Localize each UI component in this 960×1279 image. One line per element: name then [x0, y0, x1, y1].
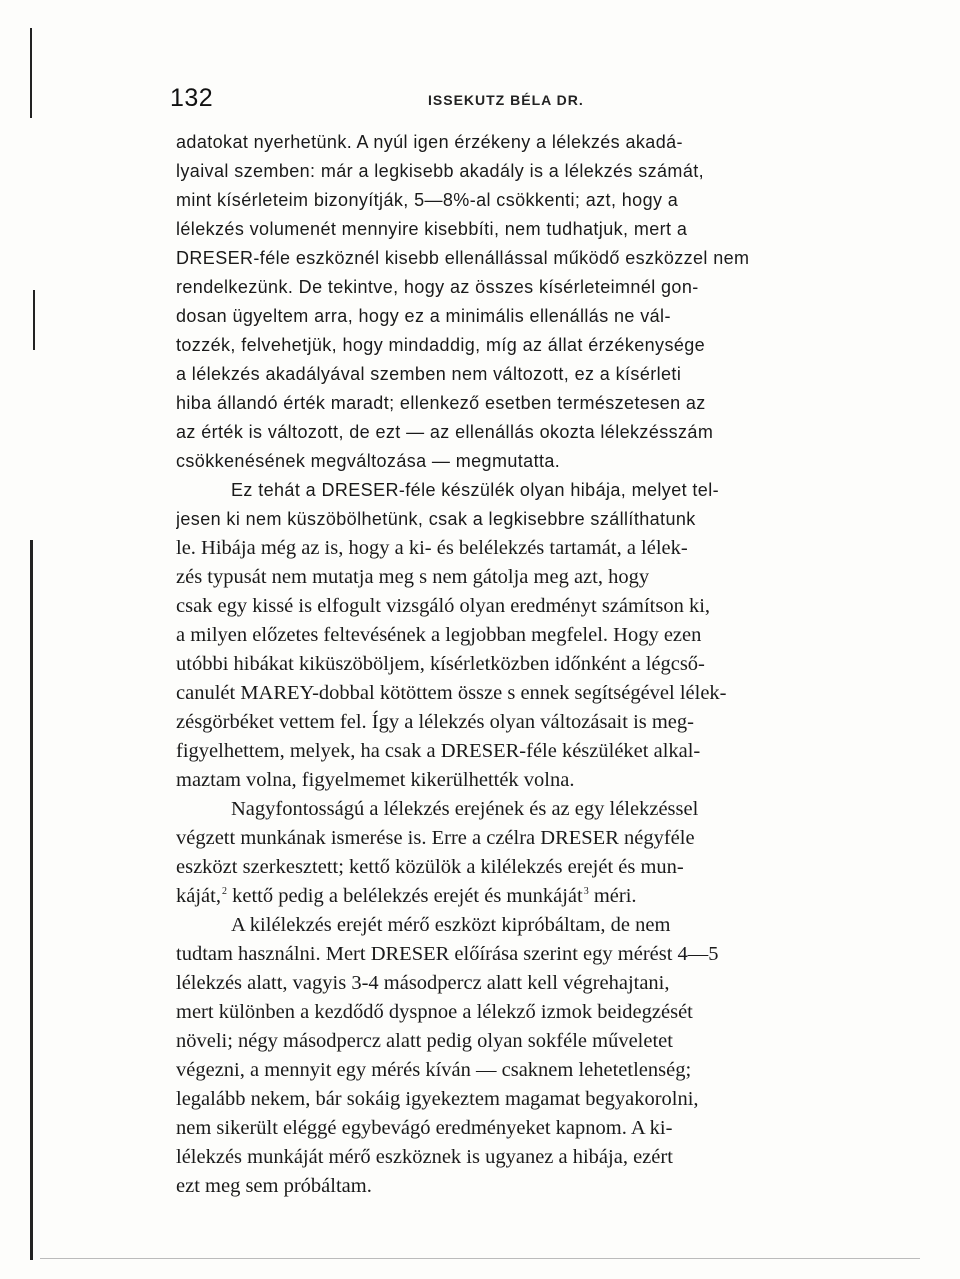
text-line: [176, 418, 852, 447]
text-line: [176, 128, 852, 157]
text-line: [176, 534, 852, 563]
text-line: [176, 969, 852, 998]
text-line-content: canulét MAREY-dobbal kötöttem össze s ennek segítségével lélek-: [176, 682, 727, 704]
text-line: káját,2 kettő pedig a belélekzés erejét és munkáját3 méri.: [176, 885, 637, 907]
text-line-content: nem sikerült eléggé egybevágó eredményeket kapnom. A ki-: [176, 1117, 673, 1139]
text-line-content: tudtam használni. Mert DRESER előírása szerint egy mérést 4—5: [176, 943, 719, 965]
text-line: [176, 824, 852, 853]
text-line: [176, 1143, 852, 1172]
text-line-content: lélekzés alatt, vagyis 3-4 másodpercz alatt kell végrehajtani,: [176, 972, 670, 994]
text-line-content: rendelkezünk. De tekintve, hogy az összes kísérleteimnél gon-: [176, 277, 699, 297]
text-line-content: mert különben a kezdődő dyspnoe a lélekző izmok beidegzését: [176, 1001, 693, 1023]
text-line-content: adatokat nyerhetünk. A nyúl igen érzékeny a lélekzés akadá-: [176, 132, 683, 152]
text-line: [176, 940, 852, 969]
text-line-content: legalább nekem, bár sokáig igyekeztem magamat begyakorolni,: [176, 1088, 699, 1110]
text-line: [176, 1085, 852, 1114]
text-line-content: ezt meg sem próbáltam.: [176, 1175, 372, 1197]
text-line: [176, 1027, 852, 1056]
text-line-content: figyelhettem, melyek, ha csak a DRESER-féle készüléket alkal-: [176, 740, 701, 762]
text-line: [176, 1056, 852, 1085]
text-line-content: lélekzés munkáját mérő eszköznek is ugyanez a hibája, ezért: [176, 1146, 673, 1168]
body-text: [176, 128, 852, 1201]
text-line: [176, 157, 852, 186]
page-number: 132: [170, 84, 214, 112]
text-line: [176, 737, 852, 766]
text-line-content: Nagyfontosságú a lélekzés erejének és az egy lélekzéssel: [231, 798, 699, 820]
text-line: [176, 302, 852, 331]
text-line-content: tozzék, felvehetjük, hogy mindaddig, míg az állat érzékenysége: [176, 335, 706, 355]
text-line-content: az érték is változott, de ezt — az ellenállás okozta lélekzésszám: [176, 422, 714, 442]
text-line: [176, 360, 852, 389]
text-line: [176, 505, 852, 534]
text-line: [176, 650, 852, 679]
text-line-content: káját,: [176, 885, 221, 907]
text-line-content: mint kísérleteim bizonyítják, 5—8%-al csökkenti; azt, hogy a: [176, 190, 679, 210]
text-line: [176, 389, 852, 418]
text-line-content: Ez tehát a DRESER-féle készülék olyan hibája, melyet tel-: [231, 480, 720, 500]
text-line: [176, 215, 852, 244]
text-line: [176, 998, 852, 1027]
text-line-content: jesen ki nem küszöbölhetünk, csak a legkisebbre szállíthatunk: [176, 509, 696, 529]
text-line-content: A kilélekzés erejét mérő eszközt kipróbáltam, de nem: [231, 914, 671, 936]
page-header: [170, 84, 860, 114]
text-line-content: hiba állandó érték maradt; ellenkező esetben természetesen az: [176, 393, 706, 413]
text-line: [176, 331, 852, 360]
text-line: [176, 1114, 852, 1143]
text-line-content: növeli; négy másodpercz alatt pedig olyan sokféle műveletet: [176, 1030, 673, 1052]
text-line: [176, 1172, 852, 1201]
text-line: [176, 476, 852, 505]
scan-edge-top: [30, 28, 32, 118]
text-line-content: végzett munkának ismerése is. Erre a czélra DRESER négyféle: [176, 827, 695, 849]
text-line-continuation: kettő pedig a belélekzés erejét és munkáját: [226, 885, 583, 907]
scan-edge-mid: [33, 290, 35, 350]
text-line: [176, 679, 852, 708]
text-line: [176, 911, 852, 940]
text-line-content: utóbbi hibákat kiküszöböljem, kísérletközben időnként a légcső-: [176, 653, 705, 675]
text-line: [176, 853, 852, 882]
text-line: [176, 795, 852, 824]
text-line-content: lyaival szemben: már a legkisebb akadály is a lélekzés számát,: [176, 161, 705, 181]
text-line: [176, 186, 852, 215]
text-line-content: végezni, a mennyit egy mérés kíván — csaknem lehetetlenség;: [176, 1059, 692, 1081]
text-line: [176, 621, 852, 650]
text-line: [176, 592, 852, 621]
text-line-content: lélekzés volumenét mennyire kisebbíti, nem tudhatjuk, mert a: [176, 219, 688, 239]
text-line: [176, 273, 852, 302]
text-line: [176, 447, 852, 476]
text-line-content: csak egy kissé is elfogult vizsgáló olyan eredményt számítson ki,: [176, 595, 711, 617]
scan-edge-bottom: [40, 1258, 920, 1259]
text-line-content: maztam volna, figyelmemet kikerülhették volna.: [176, 769, 575, 791]
text-line: [176, 708, 852, 737]
text-line-content: a lélekzés akadályával szemben nem változott, ez a kísérleti: [176, 364, 682, 384]
text-line-content: eszközt szerkesztett; kettő közülök a kilélekzés erejét és mun-: [176, 856, 684, 878]
scan-edge-lower: [30, 540, 33, 1260]
text-line: [176, 766, 852, 795]
text-line-content: a milyen előzetes feltevésének a legjobban megfelel. Hogy ezen: [176, 624, 702, 646]
text-line-content: zés typusát nem mutatja meg s nem gátolja meg azt, hogy: [176, 566, 650, 588]
text-line-content: zésgörbéket vettem fel. Így a lélekzés olyan változásait is meg-: [176, 711, 694, 733]
text-line-content: dosan ügyeltem arra, hogy ez a minimális ellenállás ne vál-: [176, 306, 671, 326]
running-head: ISSEKUTZ BÉLA DR.: [428, 92, 584, 108]
text-line-content: le. Hibája még az is, hogy a ki- és belélekzés tartamát, a lélek-: [176, 537, 688, 559]
text-line-content: DRESER-féle eszköznél kisebb ellenállással működő eszközzel nem: [176, 248, 750, 268]
text-line: [176, 244, 852, 273]
text-line-continuation: méri.: [588, 885, 637, 907]
text-line-content: csökkenésének megváltozása — megmutatta.: [176, 451, 561, 471]
text-line: [176, 563, 852, 592]
